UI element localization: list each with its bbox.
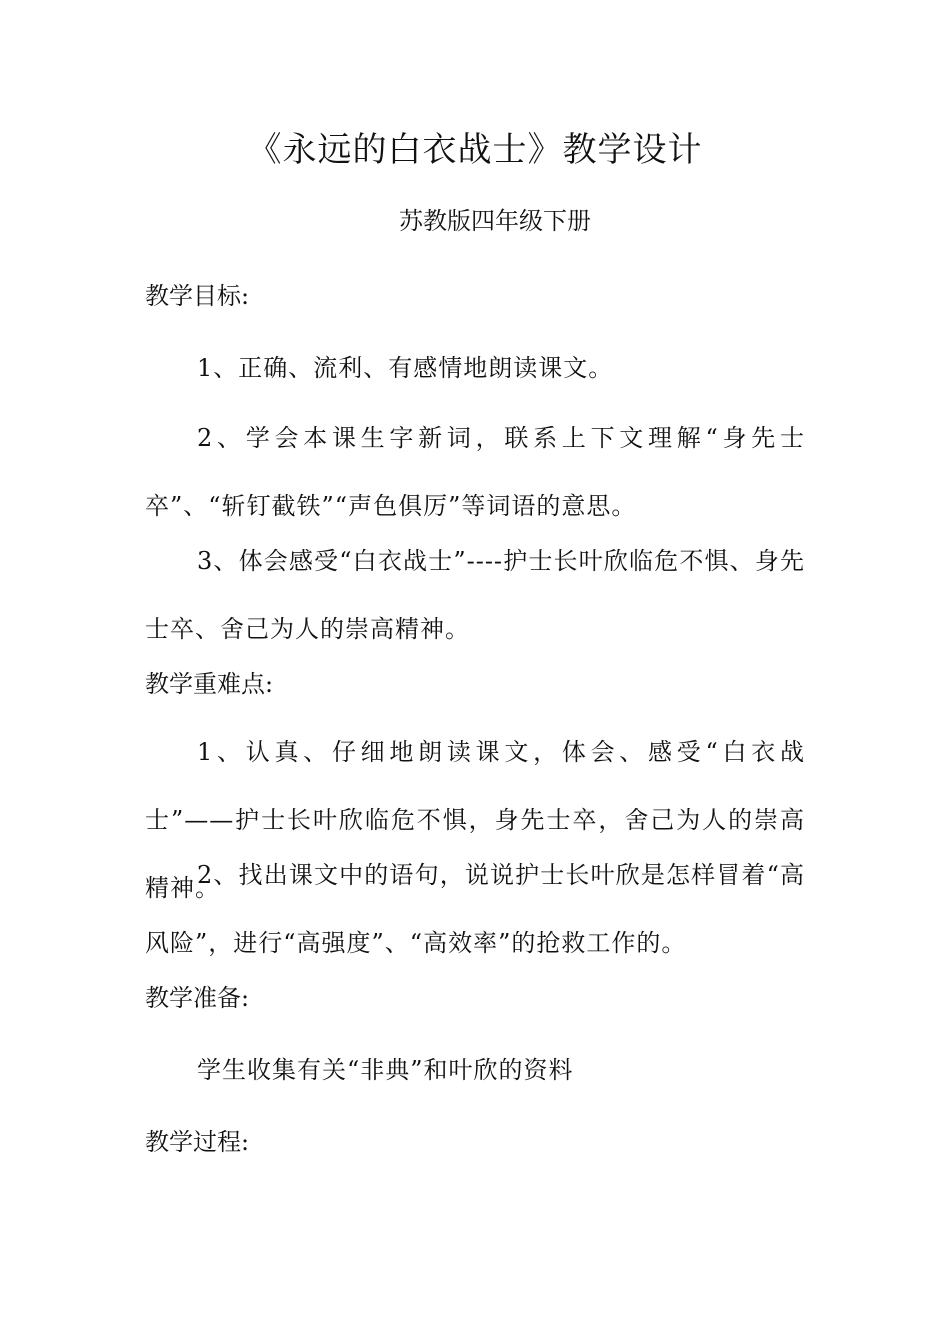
objective-item-1: 1、正确、流利、有感情地朗读课文。 [197,354,614,382]
objective-item-2: 2、学会本课生字新词，联系上下文理解“身先士卒”、“斩钉截铁”“声色俱厉”等词语的意思。 [145,424,805,520]
section-heading-process: 教学过程: [145,1128,250,1156]
document-subtitle: 苏教版四年级下册 [399,207,591,235]
document-title: 《永远的白衣战士》教学设计 [247,130,703,170]
section-heading-objectives: 教学目标: [145,282,250,310]
key-point-item-1: 1、认真、仔细地朗读课文，体会、感受“白衣战士”——护士长叶欣临危不惧，身先士卒，舍己为人的崇高精神。 [145,738,805,902]
key-point-item-2: 2、找出课文中的语句，说说护士长叶欣是怎样冒着“高风险”，进行“高强度”、“高效率”的抢救工作的。 [145,861,805,957]
section-heading-preparation: 教学准备: [145,984,250,1012]
section-heading-key-points: 教学重难点: [145,670,274,698]
objective-item-3: 3、体会感受“白衣战士”----护士长叶欣临危不惧、身先士卒、舍己为人的崇高精神。 [145,547,805,643]
preparation-item-1: 学生收集有关“非典”和叶欣的资料 [197,1056,574,1084]
